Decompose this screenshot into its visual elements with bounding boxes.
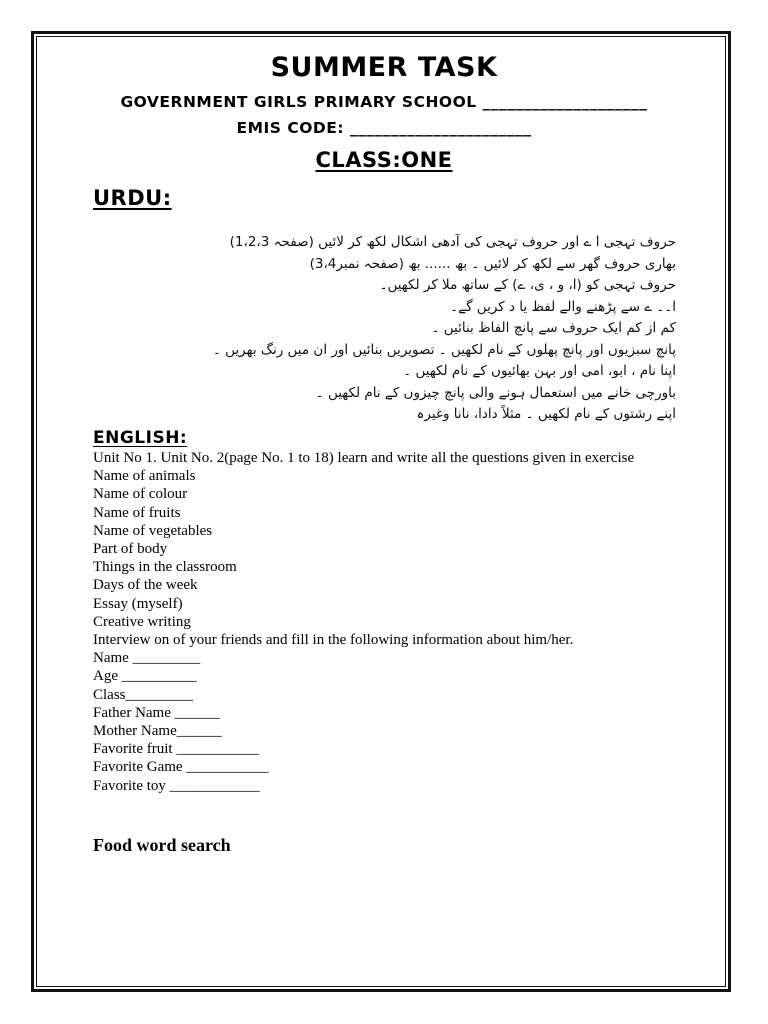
urdu-task-item: اپنا نام ، ابو، امی اور بہن بھائیوں کے نام لکھیں ۔ (403, 363, 676, 379)
english-task-list (93, 449, 675, 795)
english-task-item: Part of body (93, 541, 168, 558)
class-heading-text: CLASS:ONE (315, 148, 453, 172)
english-task-item: Name of fruits (93, 504, 181, 521)
english-task-item: Interview on of your friends and fill in the following information about him/her. (93, 632, 574, 649)
english-intro: Unit No 1. Unit No. 2(page No. 1 to 18) learn and write all the questions given in exercise (93, 450, 635, 466)
class-heading (0, 148, 768, 172)
urdu-task-item: کم از کم ایک حروف سے پانچ الفاظ بنائیں ۔ (431, 320, 676, 336)
english-task-item: Creative writing (93, 613, 191, 630)
english-heading-text: ENGLISH: (93, 428, 188, 448)
urdu-task-item: حروف تہجی کو (ا، و ، ی، ے) کے ساتھ ملا کر لکھیں۔ (379, 277, 676, 293)
english-task-item: Name of colour (93, 486, 188, 503)
form-field-mother-name: Mother Name______ (93, 723, 222, 740)
urdu-task-item: بھاری حروف گھر سے لکھ کر لائیں ۔ بھ ...... بھ (صفحہ نمبر3،4) (309, 255, 676, 272)
urdu-task-list (76, 232, 676, 426)
page-title: SUMMER TASK (270, 52, 498, 83)
english-task-item: Name of vegetables (93, 522, 213, 539)
emis-code-line: EMIS CODE: ______________________ (236, 119, 532, 137)
english-heading (93, 428, 187, 448)
form-field-father-name: Father Name ______ (93, 704, 220, 721)
urdu-heading-text: URDU: (93, 186, 172, 210)
urdu-task-item: ا۔۔ ے سے پڑھنے والے لفظ یا د کریں گے۔ (450, 298, 676, 315)
urdu-task-item: حروف تہجی ا ے اور حروف تہجی کی آدھی اشکال لکھ کر لائیں (صفحہ 1،2،3) (229, 234, 676, 250)
english-task-item: Days of the week (93, 577, 198, 594)
urdu-task-item: اپنے رشتوں کے نام لکھیں ۔ مثلاً دادا، نانا وغیرہ (416, 406, 676, 422)
english-task-item: Things in the classroom (93, 559, 237, 576)
form-field-name: Name _________ (93, 650, 201, 667)
form-field-class: Class_________ (93, 686, 194, 703)
school-line: GOVERNMENT GIRLS PRIMARY SCHOOL ____________________ (120, 93, 648, 111)
form-field-favorite-toy: Favorite toy ____________ (93, 777, 260, 794)
form-field-age: Age __________ (93, 668, 197, 685)
form-field-favorite-fruit: Favorite fruit ___________ (93, 741, 259, 758)
urdu-task-item: پانچ سبزیوں اور پانچ پھلوں کے نام لکھیں ۔ تصویریں بنائیں اور ان میں رنگ بھریں ۔ (212, 341, 676, 358)
urdu-task-item: باورچی خانے میں استعمال ہونے والی پانچ چیزوں کے نام لکھیں ۔ (315, 384, 676, 401)
form-field-favorite-game: Favorite Game ___________ (93, 759, 269, 776)
english-task-item: Essay (myself) (93, 595, 183, 612)
urdu-heading (93, 186, 172, 210)
food-word-search-heading: Food word search (93, 835, 231, 855)
english-task-item: Name of animals (93, 468, 196, 485)
